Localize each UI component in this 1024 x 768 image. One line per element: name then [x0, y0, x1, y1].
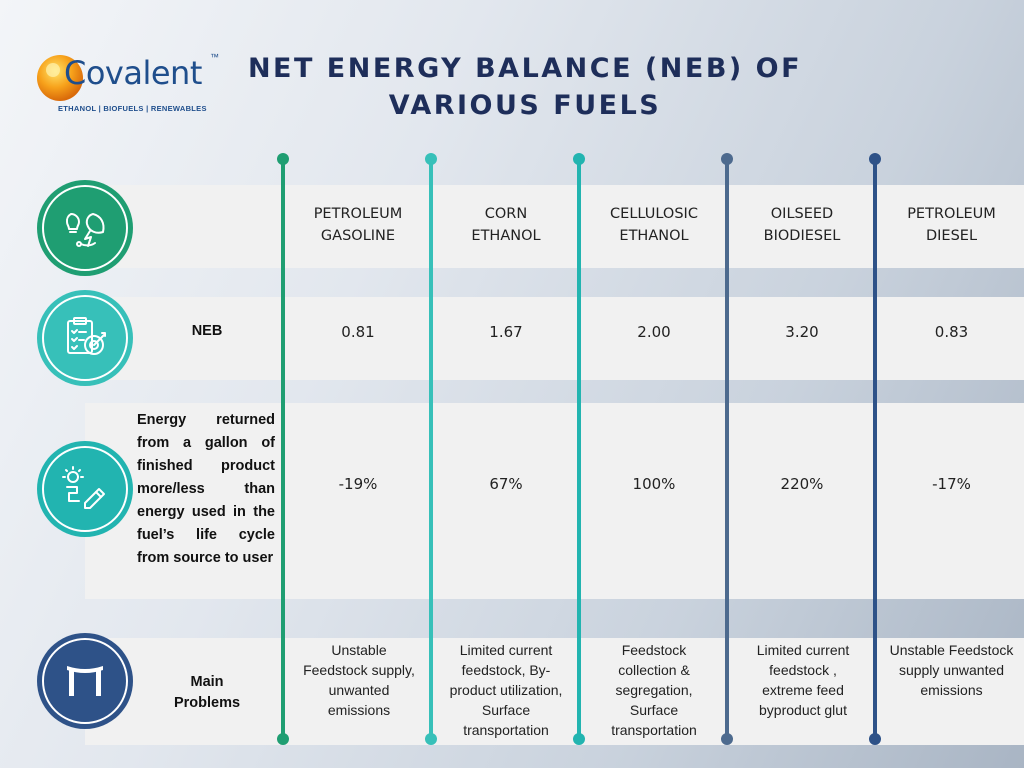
energy-value: -17%	[932, 475, 971, 493]
row-icon-neb	[37, 290, 133, 386]
problem-text: Unstable Feedstock supply unwanted emissions	[889, 642, 1014, 698]
column-dot-bottom-3	[573, 733, 585, 745]
column-dot-top-2	[425, 153, 437, 165]
fuel-header-line2: ETHANOL	[471, 228, 541, 244]
row-icon-problems	[37, 633, 133, 729]
problem-text: Feedstock collection & segregation, Surface transportation	[611, 642, 697, 738]
brand-logo	[34, 48, 234, 118]
column-dot-bottom-2	[425, 733, 437, 745]
fuel-header-line2: BIODIESEL	[763, 228, 841, 244]
bulb-leaf-icon	[57, 200, 113, 256]
fuel-header-line1: CELLULOSIC	[610, 206, 698, 222]
fuel-header	[731, 200, 873, 250]
column-dot-bottom-5	[869, 733, 881, 745]
brand-trademark: ™	[210, 52, 219, 62]
fuel-header	[435, 200, 577, 250]
problem-text: Limited current feedstock , extreme feed byproduct glut	[756, 642, 850, 718]
column-divider-4	[725, 159, 729, 739]
fuel-header	[287, 200, 429, 250]
title-line-2: VARIOUS FUELS	[388, 90, 662, 121]
title-line-1: NET ENERGY BALANCE (NEB) OF	[247, 53, 803, 84]
column-dot-bottom-4	[721, 733, 733, 745]
fuel-header-line1: PETROLEUM	[313, 206, 403, 222]
column-divider-3	[577, 159, 581, 739]
fuel-header-line1: OILSEED	[770, 206, 834, 222]
idea-pencil-icon	[57, 461, 113, 517]
energy-value: 100%	[632, 475, 676, 493]
fuel-header-line1: CORN	[484, 206, 528, 222]
problems-label-line2: Problems	[173, 695, 241, 711]
fuel-header-line2: GASOLINE	[320, 228, 396, 244]
column-dot-top-1	[277, 153, 289, 165]
problem-text: Limited current feedstock, By-product utilization, Surface transportation	[449, 642, 563, 738]
problems-label-line1: Main	[190, 674, 224, 690]
fuel-header	[879, 200, 1024, 250]
column-dot-top-4	[721, 153, 733, 165]
column-divider-5	[873, 159, 877, 739]
neb-row-label: NEB	[191, 323, 223, 339]
page-title	[240, 50, 810, 124]
neb-value: 0.81	[341, 323, 375, 341]
energy-value: -19%	[338, 475, 378, 493]
fuel-header-line1: PETROLEUM	[907, 206, 996, 222]
row-icon-energy	[37, 441, 133, 537]
energy-row-label: Energy returned from a gallon of finished product more/less than energy used in the fuel’s life cycle from source to user	[137, 412, 275, 566]
energy-value: 67%	[489, 475, 523, 493]
problem-text: Unstable Feedstock supply, unwanted emissions	[303, 642, 415, 718]
column-dot-top-5	[869, 153, 881, 165]
neb-value: 3.20	[785, 323, 819, 341]
row-icon-header	[37, 180, 133, 276]
energy-value: 220%	[780, 475, 824, 493]
fuel-header-line2: ETHANOL	[619, 228, 689, 244]
column-dot-bottom-1	[277, 733, 289, 745]
clipboard-target-icon	[58, 311, 112, 365]
neb-value: 1.67	[489, 323, 523, 341]
column-divider-2	[429, 159, 433, 739]
column-divider-1	[281, 159, 285, 739]
neb-value: 0.83	[934, 323, 969, 341]
fuel-header-line2: DIESEL	[925, 228, 978, 244]
column-dot-top-3	[573, 153, 585, 165]
fuel-header	[583, 200, 725, 250]
banner-icon	[58, 654, 112, 708]
neb-value: 2.00	[637, 323, 671, 341]
brand-name: Covalent	[64, 54, 202, 92]
brand-tagline: ETHANOL | BIOFUELS | RENEWABLES	[58, 104, 207, 113]
problems-row-label	[137, 672, 277, 714]
